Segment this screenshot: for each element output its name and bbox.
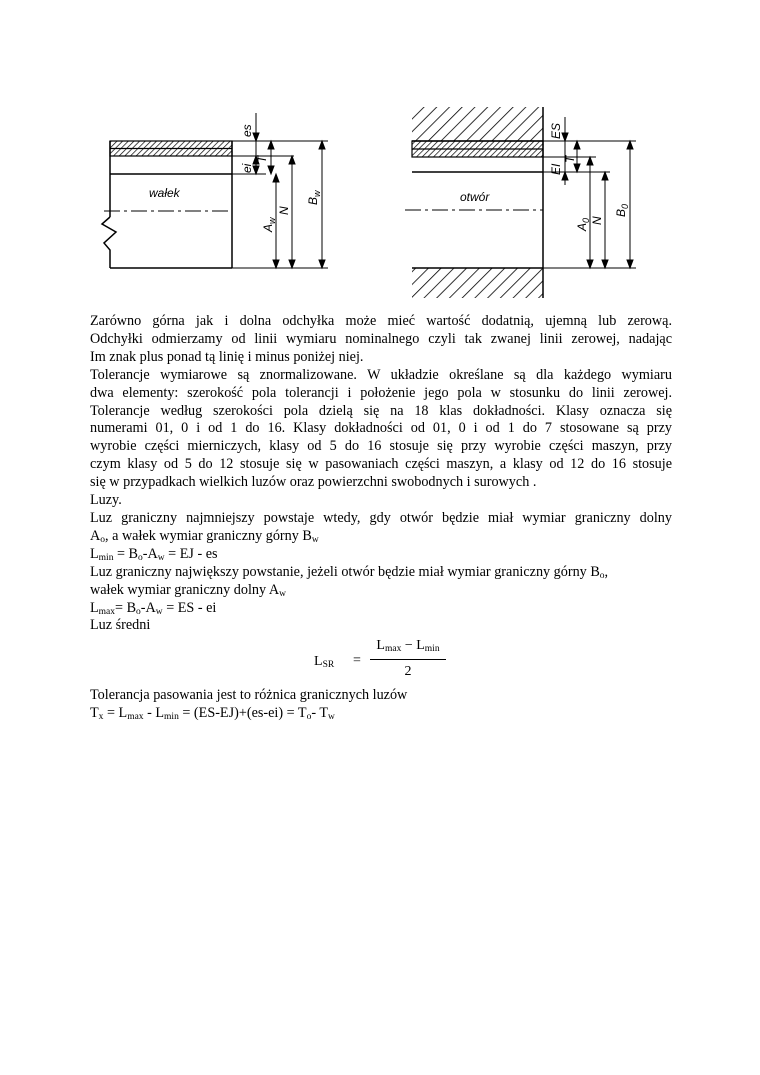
shaft-tolerance-field: [110, 141, 232, 156]
label-A: $A_w$: [261, 217, 277, 232]
paragraph-tolerances-line3: Tolerancje według szerokości pola dzielą się na 18 klas dokładności. Klasy oznacza się: [90, 402, 672, 419]
label-ES: ES: [549, 122, 563, 139]
label-B: $B_w$: [306, 190, 322, 205]
hole-tolerance-field: [412, 141, 543, 157]
hole-label: otwór: [460, 190, 490, 204]
paragraph-min-clearance-line2: $A_o$, a wałek wymiar graniczny górny $B_w$: [90, 527, 319, 545]
equation-lmax: $L_{max}= B_o-A_w$ = ES - ei: [90, 599, 217, 617]
paragraph-tolerances-line1: Tolerancje wymiarowe są znormalizowane. W układzie określane są dla każdego wymiaru: [90, 366, 672, 383]
label-A: $A_0$: [575, 217, 591, 231]
formula-equals: =: [353, 653, 361, 669]
luz-sredni-label: Luz średni: [90, 617, 151, 634]
label-ei: ei: [240, 163, 254, 173]
paragraph-deviations-line3: Im znak plus ponad tą linię i minus poniżej niej.: [90, 348, 364, 365]
paragraph-max-clearance-line2: wałek wymiar graniczny dolny $A_w$: [90, 581, 286, 599]
paragraph-tolerances-line5: wyrobie części mierniczych, klasy od 5 do 16 stosuje się przy wyrobie części maszyn, przy: [90, 438, 672, 455]
formula-numerator: $L_{max} - L_{min}$: [376, 638, 440, 655]
label-N: N: [590, 216, 604, 225]
paragraph-tolerances-line2: dwa elementy: szerokość pola tolerancji i położenie jego pola w stosunku do linii zerowej.: [90, 384, 672, 401]
formula-denominator: 2: [404, 664, 412, 680]
hole-wall-top: [412, 107, 543, 141]
label-T: T: [255, 155, 269, 163]
formula-lhs: $L_{SR}$: [314, 654, 335, 671]
paragraph-tolerances-line4: numerami 01, 0 i od 1 do 16. Klasy dokładności od 01, 0 i od 1 do 7 stosowane są przy: [90, 420, 672, 437]
shaft-label: wałek: [149, 186, 180, 200]
equation-tx: $T_x = L_{max} - L_{min} = (ES-EJ)+(es-ei) = T_o-$ $T_w$: [90, 705, 335, 723]
paragraph-fit-tolerance: Tolerancja pasowania jest to różnica granicznych luzów: [90, 687, 408, 704]
section-heading-luzy: Luzy.: [90, 492, 122, 509]
hole-tolerance-diagram: [400, 105, 645, 300]
label-T: T: [563, 155, 577, 163]
shaft-tolerance-diagram: [96, 105, 336, 277]
hole-wall-bottom: [412, 268, 543, 298]
equation-lmin: $L_{min} = B_o-A_w$ = EJ - es: [90, 545, 218, 563]
label-EI: EI: [549, 163, 563, 175]
shaft-body: [102, 141, 232, 268]
paragraph-tolerances-line7: się w przypadkach wielkich luzów oraz powierzchni swobodnych i surowych .: [90, 474, 537, 491]
paragraph-deviations-line1: Zarówno górna jak i dolna odchyłka może mieć wartość dodatnią, ujemną lub zerową.: [90, 313, 672, 329]
document-body: [90, 313, 672, 723]
label-es: es: [240, 124, 254, 137]
label-B: $B_0$: [614, 203, 630, 217]
paragraph-deviations-line2: Odchyłki odmierzamy od linii wymiaru nominalnego czyli tak zwanej linii zerowej, nadając: [90, 330, 672, 347]
equation-lsr: [90, 637, 672, 683]
paragraph-min-clearance-line1: Luz graniczny najmniejszy powstaje wtedy, gdy otwór będzie miał wymiar graniczny dolny: [90, 509, 672, 526]
label-N: N: [277, 206, 291, 215]
paragraph-tolerances-line6: czym klasy od 5 do 12 stosuje się w pasowaniach części maszyn, a klasy od 12 do 16 stosuje: [90, 456, 672, 473]
paragraph-max-clearance-line1: Luz graniczny największy powstanie, jeżeli otwór będzie miał wymiar graniczny górny $B_o$,: [90, 563, 609, 581]
formula-fraction-bar: [370, 659, 446, 660]
